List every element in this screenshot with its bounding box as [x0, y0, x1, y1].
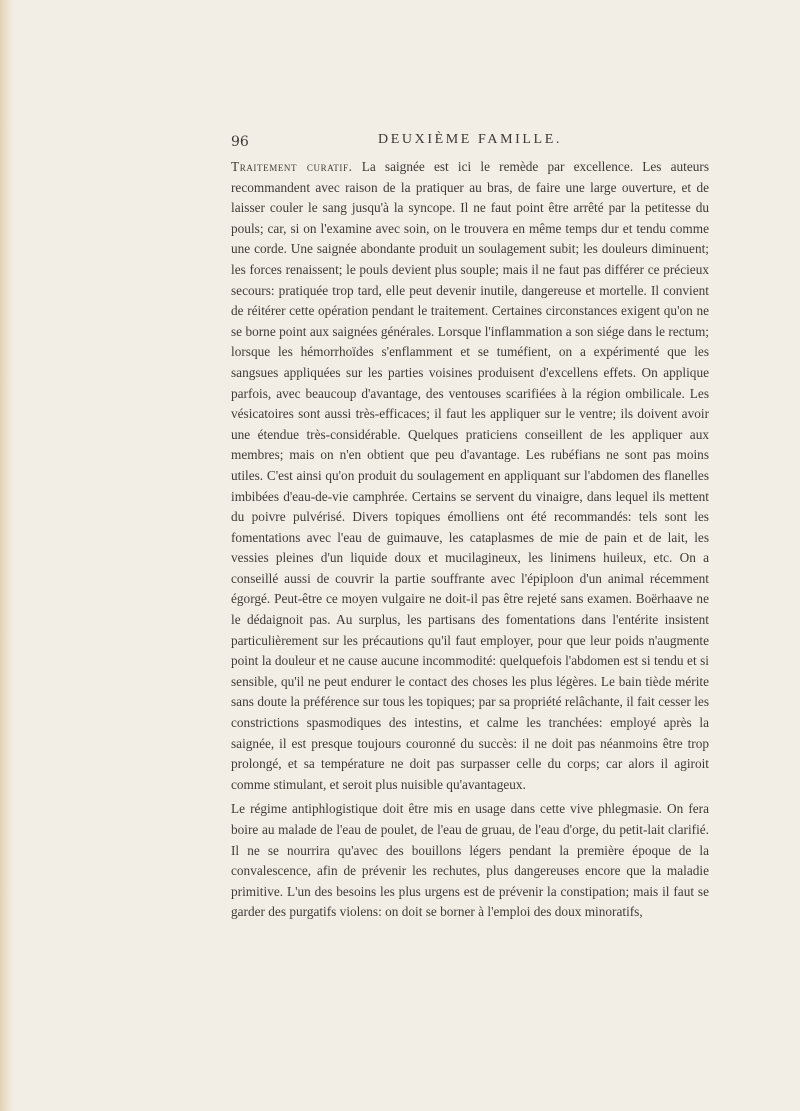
page-header: [231, 132, 709, 154]
paragraph-traitement-curatif: [231, 157, 709, 795]
page-number: 96: [231, 134, 249, 150]
paragraph-regime: [231, 799, 709, 923]
section-lead: Traitement curatif.: [231, 159, 353, 174]
page-spine-edge: [0, 0, 14, 1111]
paragraph-text: Le régime antiphlogistique doit être mis en usage dans cette vive phlegmasie. On fera boire au malade de l'eau de poulet, de l'eau de gruau, de l'eau d'orge, du petit-lait clarifié. Il ne se nourrira qu'avec des bouillons légers pendant la première époque de la convalescence, afin de prévenir les rechutes, plus dangereuses encore que la maladie primitive. L'un des besoins les plus urgens est de prévenir la constipation; mais il faut se garder des purgatifs violens: on doit se borner à l'emploi des doux minoratifs,: [231, 801, 709, 920]
paragraph-text: La saignée est ici le remède par excellence. Les auteurs recommandent avec raison de la pratiquer au bras, de faire une large ouverture, et de laisser couler le sang jusqu'à la syncope. Il ne faut point être arrêté par la petitesse du pouls; car, si on l'examine avec soin, on le trouvera en même temps dur et tendu comme une corde. Une saignée abondante produit un soulagement subit; les douleurs diminuent; les forces renaissent; le pouls devient plus souple; mais il ne faut pas différer ce précieux secours: pratiquée trop tard, elle peut devenir inutile, dangereuse et mortelle. Il convient de réitérer cette opération pendant le traitement. Certaines circonstances exigent qu'on ne se borne point aux saignées générales. Lorsque l'inflammation a son siége dans le rectum; lorsque les hémorrhoïdes s'enflamment et se tuméfient, on a expérimenté que les sangsues appliquées sur les parties voisines produisent d'excellens effets. On applique parfois, avec beaucoup d'avantage, des ventouses scarifiées à la région ombilicale. Les vésicatoires sont aussi très-efficaces; il faut les appliquer sur le ventre; ils doivent avoir une étendue très-considérable. Quelques praticiens conseillent de les appliquer aux membres; mais on n'en obtient que peu d'avantage. Les rubéfians ne sont pas moins utiles. C'est ainsi qu'on produit du soulagement en appliquant sur l'abdomen des flanelles imbibées d'eau-de-vie camphrée. Certains se servent du vinaigre, dans lequel ils mettent du poivre pulvérisé. Divers topiques émolliens ont été recommandés: tels sont les fomentations avec l'eau de guimauve, les cataplasmes de mie de pain et de lait, les vessies pleines d'un liquide doux et mucilagineux, les linimens huileux, etc. On a conseillé aussi de couvrir la partie souffrante avec l'épiploon d'un animal récemment égorgé. Peut-être ce moyen vulgaire ne doit-il pas être rejeté sans examen. Boërhaave ne le dédaignoit pas. Au surplus, les partisans des fomentations dans l'entérite insistent particulièrement sur les précautions qu'il faut employer, pour que leur poids n'augmente point la douleur et ne cause aucune incommodité: quelquefois l'abdomen est si tendu et si sensible, qu'il ne peut endurer le contact des choses les plus légères. Le bain tiède mérite sans doute la préférence sur tous les topiques; par sa propriété relâchante, il fait cesser les constrictions spasmodiques des intestins, et calme les tranchées: employé après la saignée, il est presque toujours couronné du succès: il ne doit pas néanmoins être trop prolongé, et sa température ne doit pas surpasser celle du corps; car alors il agiroit comme stimulant, et seroit plus nuisible qu'avantageux.: [231, 159, 709, 792]
running-head: DEUXIÈME FAMILLE.: [378, 132, 562, 147]
body-text: [231, 157, 709, 923]
